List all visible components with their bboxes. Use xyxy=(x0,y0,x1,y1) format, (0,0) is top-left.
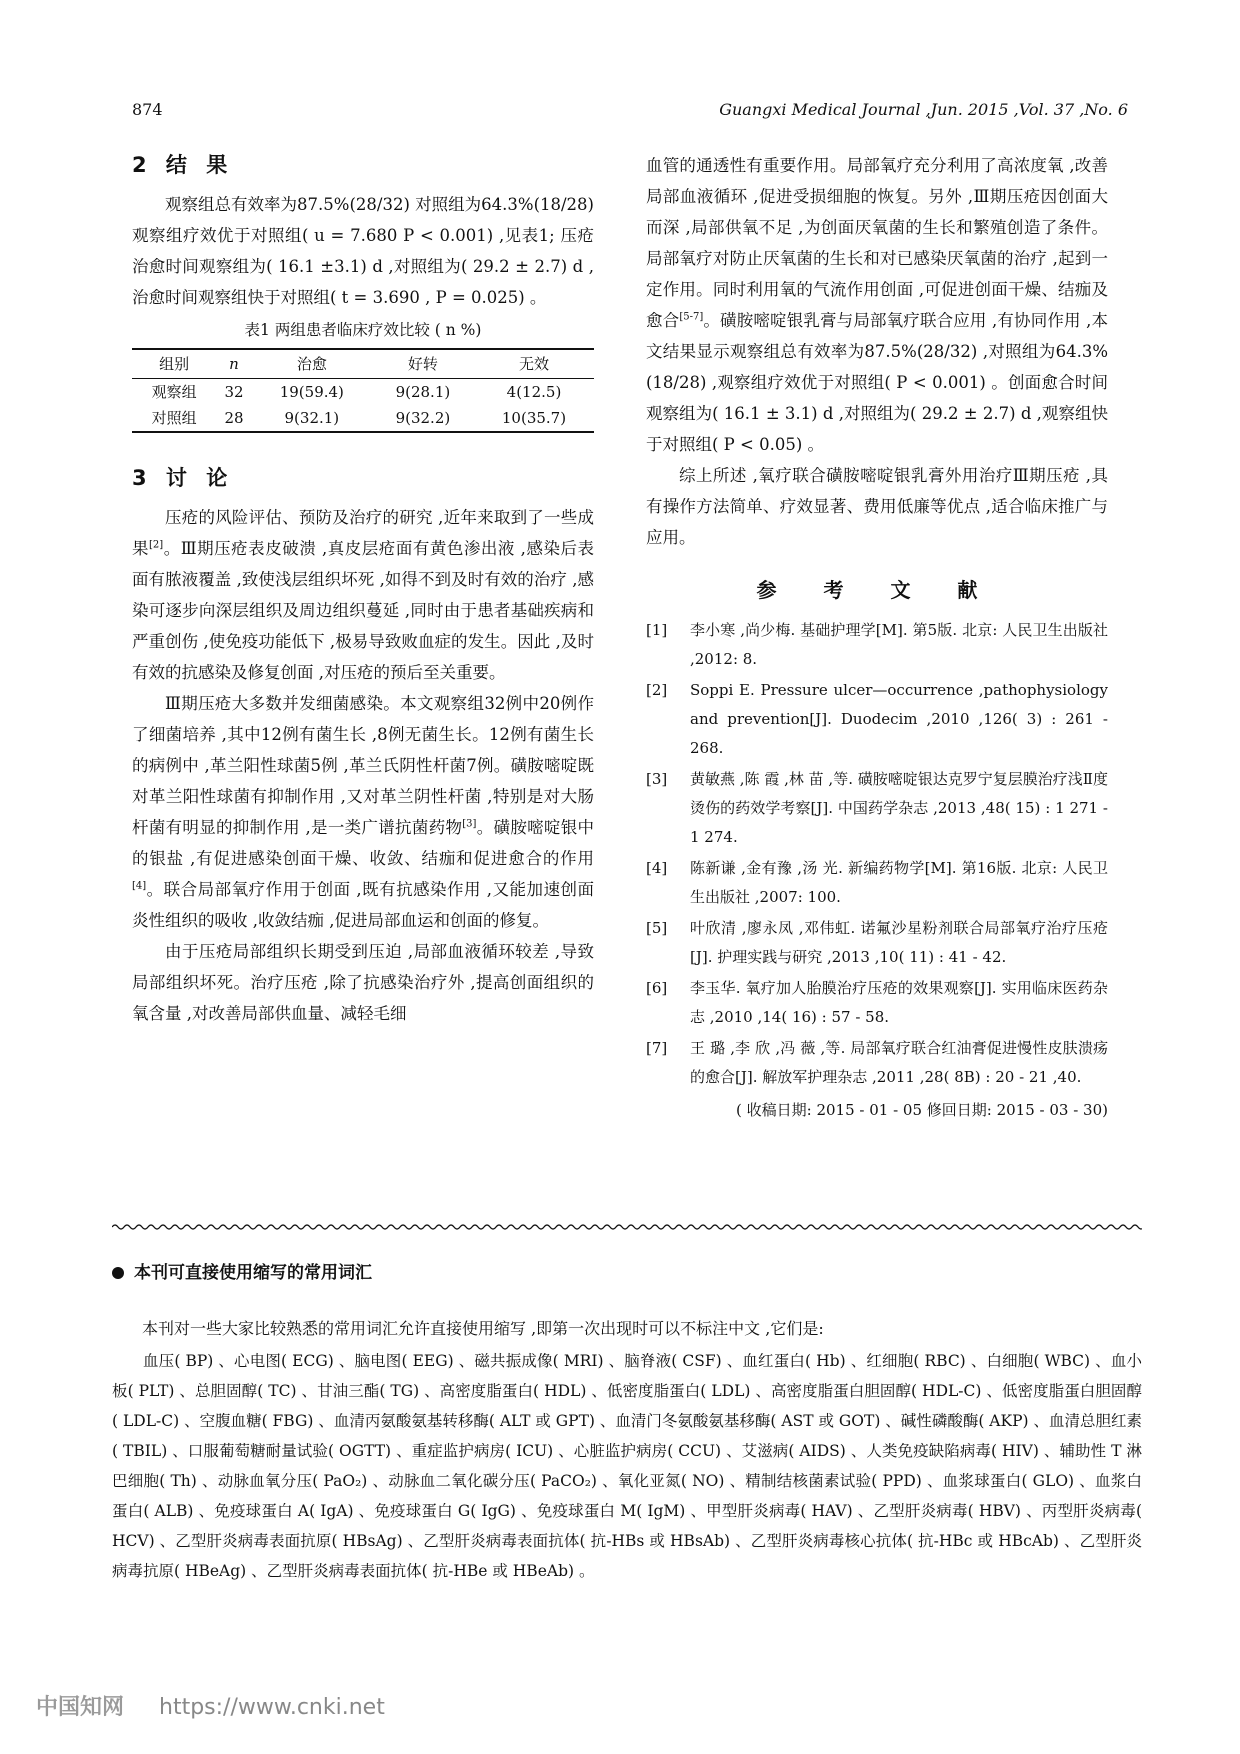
reference-list xyxy=(646,616,1108,1092)
box-intro: 本刊对一些大家比较熟悉的常用词汇允许直接使用缩写 ,即第一次出现时可以不标注中文 ,它们是: xyxy=(142,1319,824,1338)
footer xyxy=(36,1690,385,1721)
table-cell: 10(35.7) xyxy=(501,409,567,427)
table-cell: 32 xyxy=(224,383,244,401)
table-1 xyxy=(132,348,594,433)
section-2-title: 2 结 果 xyxy=(132,153,234,177)
box-title: 本刊可直接使用缩写的常用词汇 xyxy=(112,1258,372,1283)
cnki-url: https://www.cnki.net xyxy=(159,1695,385,1720)
journal-citation: Guangxi Medical Journal ,Jun. 2015 ,Vol. 37 ,No. 6 xyxy=(719,100,1128,119)
reference-item: [3] 黄敏燕 ,陈 霞 ,林 苗 ,等. 磺胺嘧啶银达克罗宁复层膜治疗浅Ⅱ度烫伤的药效学考察[J]. 中国药学杂志 ,2013 ,48( 15) : 1 271 - 1 274. xyxy=(646,770,1108,846)
section-3-title: 3 讨 论 xyxy=(132,466,234,490)
page-number: 874 xyxy=(132,100,163,119)
received-revised-dates: ( 收稿日期: 2015 - 01 - 05 修回日期: 2015 - 03 - 30) xyxy=(736,1101,1108,1119)
table-cell: 19(59.4) xyxy=(279,383,344,401)
reference-item: [5] 叶欣清 ,廖永凤 ,邓伟虹. 诺氟沙星粉剂联合局部氧疗治疗压疮[J]. 护理实践与研究 ,2013 ,10( 11) : 41 - 42. xyxy=(646,919,1108,966)
table-row xyxy=(132,405,594,432)
discussion-paragraph-3-continued: 血管的通透性有重要作用。局部氧疗充分利用了高浓度氧 ,改善局部血液循环 ,促进受损细胞的恢复。另外 ,Ⅲ期压疮因创面大而深 ,局部供氧不足 ,为创面厌氧菌的生长和繁殖创造了条件。局部氧疗对防止厌氧菌的生长和对已感染厌氧菌的治疗 ,起到一定作用。同时利用氧的气流作用创面 ,可促进创面干燥、结痂及愈合[5-7]。磺胺嘧啶银乳膏与局部氧疗联合应用 ,有协同作用 ,本文结果显示观察组总有效率为87.5%(28/32) ,对照组为64.3%(18/28) ,观察组疗效优于对照组( P < 0.001) 。创面愈合时间观察组为( 16.1 ± 3.1) d ,对照组为( 29.2 ± 2.7) d ,观察组快于对照组( P < 0.05) 。 xyxy=(646,156,1109,454)
table-cell: 对照组 xyxy=(151,409,197,427)
abbreviation-list: 血压( BP) 、心电图( ECG) 、脑电图( EEG) 、磁共振成像( MRI) 、脑脊液( CSF) 、血红蛋白( Hb) 、红细胞( RBC) 、白细胞( WBC) 、血小板( PLT) 、总胆固醇( TC) 、甘油三酯( TG) 、高密度脂蛋白( HDL) 、低密度脂蛋白( LDL) 、高密度脂蛋白胆固醇( HDL-C) 、低密度脂蛋白胆固醇( LDL-C) 、空腹血糖( FBG) 、血清丙氨酸氨基转移酶( ALT 或 GPT) 、血清门冬氨酸氨基移酶( AST 或 GOT) 、碱性磷酸酶( AKP) 、血清总胆红素( TBIL) 、口服葡萄糖耐量试验( OGTT) 、重症监护病房( ICU) 、心脏监护病房( CCU) 、艾滋病( AIDS) 、人类免疫缺陷病毒( HIV) 、辅助性 T 淋巴细胞( Th) 、动脉血氧分压( PaO₂) 、动脉血二氧化碳分压( PaCO₂) 、氧化亚氮( NO) 、精制结核菌素试验( PPD) 、血浆球蛋白( GLO) 、血浆白蛋白( ALB) 、免疫球蛋白 A( IgA) 、免疫球蛋白 G( IgG) 、免疫球蛋白 M( IgM) 、甲型肝炎病毒( HAV) 、乙型肝炎病毒( HBV) 、丙型肝炎病毒( HCV) 、乙型肝炎病毒表面抗原( HBsAg) 、乙型肝炎病毒表面抗体( 抗-HBs 或 HBsAb) 、乙型肝炎病毒核心抗体( 抗-HBc 或 HBcAb) 、乙型肝炎病毒抗原( HBeAg) 、乙型肝炎病毒表面抗体( 抗-HBe 或 HBeAb) 。 xyxy=(112,1352,1142,1580)
reference-item: [6] 李玉华. 氧疗加人胎膜治疗压疮的效果观察[J]. 实用临床医药杂志 ,2010 ,14( 16) : 57 - 58. xyxy=(646,979,1108,1026)
table-header-row xyxy=(132,349,594,379)
discussion-paragraph-3: 由于压疮局部组织长期受到压迫 ,局部血液循环较差 ,导致局部组织坏死。治疗压疮 ,除了抗感染治疗外 ,提高创面组织的氧含量 ,对改善局部供血量、减轻毛细 xyxy=(132,942,594,1023)
table-header-cell: 组别 xyxy=(132,349,216,379)
table-cell: 28 xyxy=(224,409,244,427)
table-cell: 9(32.1) xyxy=(284,409,340,427)
bullet-dot-icon xyxy=(112,1267,124,1279)
table-header-cell: 好转 xyxy=(372,349,474,379)
table-1-caption: 表1 两组患者临床疗效比较 ( n %) xyxy=(244,321,482,339)
table-cell: 9(32.2) xyxy=(395,409,451,427)
table-row xyxy=(132,379,594,406)
reference-item: [7] 王 璐 ,李 欣 ,冯 薇 ,等. 局部氧疗联合红油膏促进慢性皮肤溃疡的愈合[J]. 解放军护理杂志 ,2011 ,28( 8B) : 20 - 21 ,40. xyxy=(646,1039,1108,1086)
left-column xyxy=(132,150,594,1029)
references-title: 参 考 文 献 xyxy=(756,578,998,602)
table-header-cell: n xyxy=(216,349,252,379)
reference-item: [1] 李小寒 ,尚少梅. 基础护理学[M]. 第5版. 北京: 人民卫生出版社 ,2012: 8. xyxy=(646,621,1108,668)
table-header-cell: 治愈 xyxy=(252,349,372,379)
reference-item: [4] 陈新谦 ,金有豫 ,汤 光. 新编药物学[M]. 第16版. 北京: 人民卫生出版社 ,2007: 100. xyxy=(646,859,1108,906)
reference-item: [2] Soppi E. Pressure ulcer—occurrence ,pathophysiology and prevention[J]. Duodecim ,2010 ,126( 3) : 261 - 268. xyxy=(646,681,1108,757)
table-header-cell: 无效 xyxy=(474,349,594,379)
right-column xyxy=(646,150,1108,1124)
wavy-divider xyxy=(112,1222,1142,1232)
results-paragraph: 观察组总有效率为87.5%(28/32) 对照组为64.3%(18/28) 观察组疗效优于对照组( u = 7.680 P < 0.001) ,见表1; 压疮治愈时间观察组为( 16.1 ±3.1) d ,对照组为( 29.2 ± 2.7) d ,治愈时间观察组快于对照组( t = 3.690 , P = 0.025) 。 xyxy=(132,195,594,307)
discussion-paragraph-2: Ⅲ期压疮大多数并发细菌感染。本文观察组32例中20例作了细菌培养 ,其中12例有菌生长 ,8例无菌生长。12例有菌生长的病例中 ,革兰阳性球菌5例 ,革兰氏阴性杆菌7例。磺胺嘧啶既对革兰阳性球菌有抑制作用 ,又对革兰阴性杆菌 ,特别是对大肠杆菌有明显的抑制作用 ,是一类广谱抗菌药物[3]。磺胺嘧啶银中的银盐 ,有促进感染创面干燥、收敛、结痂和促进愈合的作用[4]。联合局部氧疗作用于创面 ,既有抗感染作用 ,又能加速创面炎性组织的吸收 ,收敛结痂 ,促进局部血运和创面的修复。 xyxy=(132,694,595,930)
table-cell: 4(12.5) xyxy=(506,383,562,401)
cnki-logo: 中国知网 xyxy=(36,1695,125,1720)
table-cell: 9(28.1) xyxy=(395,383,451,401)
table-cell: 观察组 xyxy=(151,383,197,401)
discussion-paragraph-1: 压疮的风险评估、预防及治疗的研究 ,近年来取到了一些成果[2]。Ⅲ期压疮表皮破溃 ,真皮层疮面有黄色渗出液 ,感染后表面有脓液覆盖 ,致使浅层组织坏死 ,如得不到及时有效的治疗 ,感染可逐步向深层组织及周边组织蔓延 ,同时由于患者基础疾病和严重创伤 ,使免疫功能低下 ,极易导致败血症的发生。因此 ,及时有效的抗感染及修复创面 ,对压疮的预后至关重要。 xyxy=(132,508,594,682)
page-header xyxy=(132,96,1128,126)
conclusion-paragraph: 综上所述 ,氧疗联合磺胺嘧啶银乳膏外用治疗Ⅲ期压疮 ,具有操作方法简单、疗效显著、费用低廉等优点 ,适合临床推广与应用。 xyxy=(646,466,1108,547)
